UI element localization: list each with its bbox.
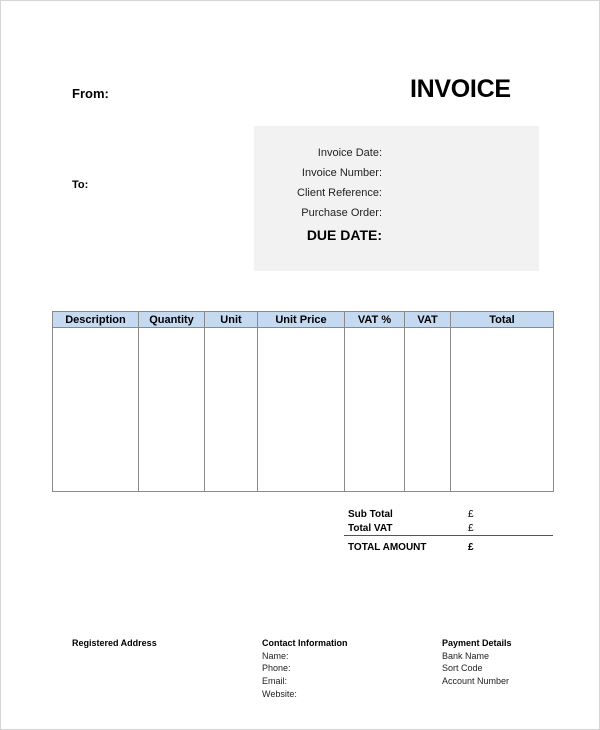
- cell-vat[interactable]: [405, 328, 451, 492]
- invoice-date-label: Invoice Date:: [317, 147, 382, 159]
- contact-phone-label: Phone:: [262, 663, 291, 673]
- column-header-unit-price: Unit Price: [258, 312, 345, 328]
- column-header-unit: Unit: [205, 312, 258, 328]
- contact-website-label: Website:: [262, 689, 297, 699]
- sub-total-label: Sub Total: [348, 509, 393, 520]
- to-label: To:: [72, 179, 89, 191]
- invoice-number-label: Invoice Number:: [301, 167, 382, 179]
- purchase-order-label: Purchase Order:: [301, 207, 382, 219]
- due-date-label: DUE DATE:: [306, 227, 382, 243]
- sub-total-currency: £: [468, 509, 474, 520]
- cell-vat-percent[interactable]: [345, 328, 405, 492]
- contact-email-label: Email:: [262, 676, 288, 686]
- column-header-description: Description: [53, 312, 139, 328]
- total-vat-label: Total VAT: [348, 523, 393, 534]
- total-vat-currency: £: [468, 523, 474, 534]
- table-header-row: [53, 312, 554, 328]
- line-items-table: [52, 311, 554, 492]
- cell-quantity[interactable]: [139, 328, 205, 492]
- total-amount-currency: £: [468, 542, 474, 553]
- cell-unit[interactable]: [205, 328, 258, 492]
- payment-details-heading: Payment Details: [442, 638, 512, 648]
- account-number-label: Account Number: [442, 676, 510, 686]
- from-label: From:: [72, 86, 109, 101]
- total-amount-label: TOTAL AMOUNT: [348, 542, 427, 553]
- column-header-total: Total: [451, 312, 554, 328]
- column-header-vat: VAT: [405, 312, 451, 328]
- invoice-info-box: [254, 126, 539, 271]
- contact-info-heading: Contact Information: [262, 638, 348, 648]
- invoice-title: INVOICE: [410, 75, 511, 103]
- client-reference-label: Client Reference:: [297, 187, 382, 199]
- column-header-vat-percent: VAT %: [345, 312, 405, 328]
- registered-address-heading: Registered Address: [72, 638, 157, 648]
- sort-code-label: Sort Code: [442, 663, 483, 673]
- totals-separator: [344, 535, 553, 536]
- bank-name-label: Bank Name: [442, 651, 490, 661]
- cell-total[interactable]: [451, 328, 554, 492]
- column-header-quantity: Quantity: [139, 312, 205, 328]
- contact-name-label: Name:: [262, 651, 289, 661]
- cell-description[interactable]: [53, 328, 139, 492]
- table-row: [53, 328, 554, 492]
- cell-unit-price[interactable]: [258, 328, 345, 492]
